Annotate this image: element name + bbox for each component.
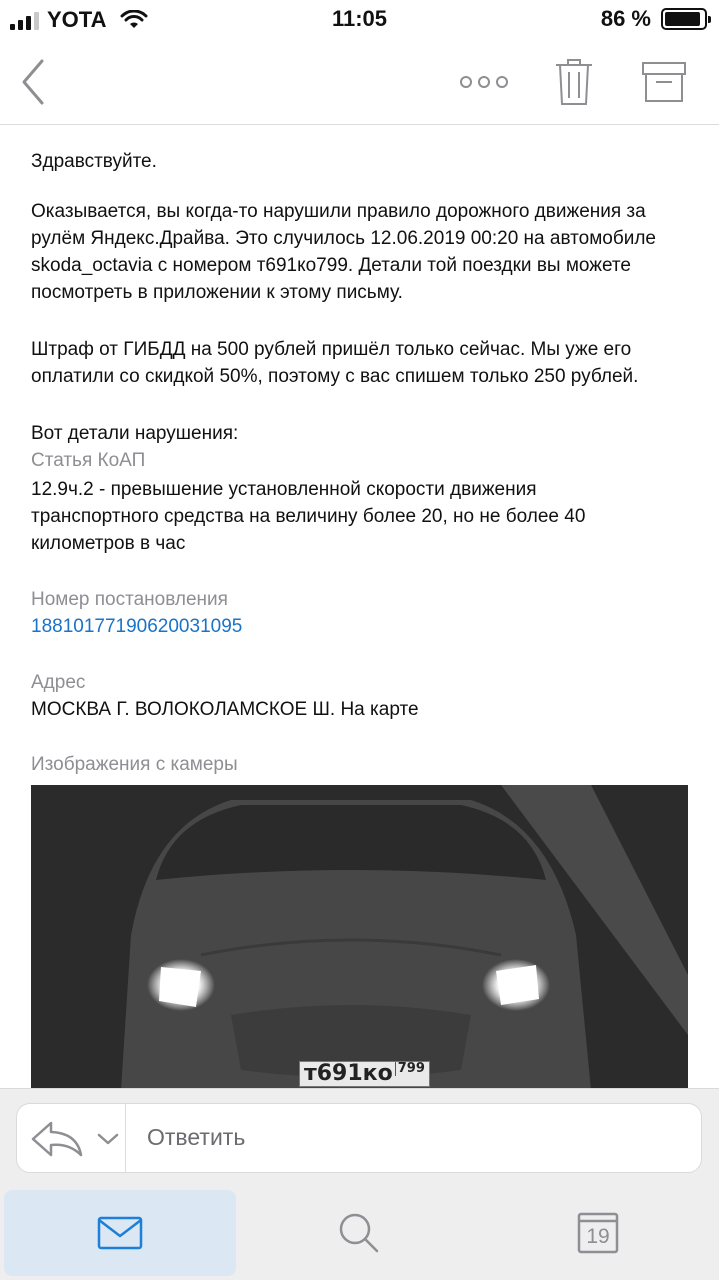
status-right — [601, 6, 707, 32]
article-line: 12.9ч.2 - превышение установленной скорости движения — [31, 479, 537, 500]
mail-icon — [97, 1216, 143, 1250]
archive-icon — [641, 61, 687, 103]
archive-button[interactable] — [632, 50, 696, 114]
details-heading: Вот детали нарушения: — [31, 423, 239, 444]
plate-number: т691ко — [304, 1061, 393, 1086]
fine-paragraph — [31, 336, 691, 390]
camera-image[interactable] — [31, 785, 688, 1090]
car-photo — [31, 785, 688, 1090]
fine-line: Штраф от ГИБДД на 500 рублей пришёл только сейчас. Мы уже его — [31, 339, 632, 360]
address-line — [31, 696, 419, 723]
greeting: Здравствуйте. — [31, 151, 157, 172]
more-dots-icon — [459, 75, 509, 89]
intro-line: посмотреть в приложении к этому письму. — [31, 282, 403, 303]
reply-bar — [0, 1088, 719, 1189]
status-time: 11:05 — [331, 6, 388, 31]
license-plate — [299, 1061, 430, 1087]
reply-options-button[interactable] — [31, 1118, 123, 1160]
back-button[interactable] — [8, 50, 58, 114]
calendar-icon — [577, 1212, 619, 1254]
tab-mail[interactable] — [4, 1190, 236, 1276]
reply-field[interactable] — [16, 1103, 702, 1173]
article-value — [31, 476, 691, 557]
battery-percent: 86 % — [600, 6, 651, 31]
calendar-day: 19 — [586, 1225, 610, 1248]
more-button[interactable] — [452, 50, 516, 114]
tab-bar — [0, 1188, 719, 1280]
trash-icon — [554, 58, 594, 106]
address-value: МОСКВА Г. ВОЛОКОЛАМСКОЕ Ш. — [31, 699, 336, 720]
tab-search[interactable] — [243, 1190, 475, 1276]
chevron-left-icon — [18, 57, 48, 107]
article-line: километров в час — [31, 533, 186, 554]
tab-calendar[interactable] — [482, 1190, 714, 1276]
reply-divider — [125, 1104, 126, 1172]
battery-icon — [661, 8, 707, 30]
intro-line: skoda_octavia с номером т691ко799. Детали той поездки вы можете — [31, 255, 631, 276]
map-link[interactable]: На карте — [340, 699, 419, 720]
delete-button[interactable] — [544, 50, 604, 114]
reply-arrow-icon — [31, 1119, 85, 1159]
article-label: Статья КоАП — [31, 450, 146, 471]
intro-line: Оказывается, вы когда-то нарушили правило дорожного движения за — [31, 201, 646, 222]
address-label: Адрес — [31, 672, 86, 693]
intro-line: рулём Яндекс.Драйва. Это случилось 12.06.2019 00:20 на автомобиле — [31, 228, 656, 249]
status-bar — [0, 0, 719, 40]
fine-line: оплатили со скидкой 50%, поэтому с вас спишем только 250 рублей. — [31, 366, 639, 387]
carrier-name: YOTA — [47, 7, 107, 32]
plate-region: 799 — [395, 1062, 425, 1076]
resolution-label: Номер постановления — [31, 589, 228, 610]
mail-toolbar — [0, 40, 719, 125]
chevron-down-icon — [95, 1132, 121, 1146]
article-line: транспортного средства на величину более 20, но не более 40 — [31, 506, 586, 527]
reply-placeholder[interactable]: Ответить — [147, 1124, 246, 1150]
intro-paragraph — [31, 198, 691, 306]
resolution-number-link[interactable]: 18810177190620031095 — [31, 616, 243, 637]
search-icon — [338, 1212, 380, 1254]
camera-label: Изображения с камеры — [31, 754, 238, 775]
